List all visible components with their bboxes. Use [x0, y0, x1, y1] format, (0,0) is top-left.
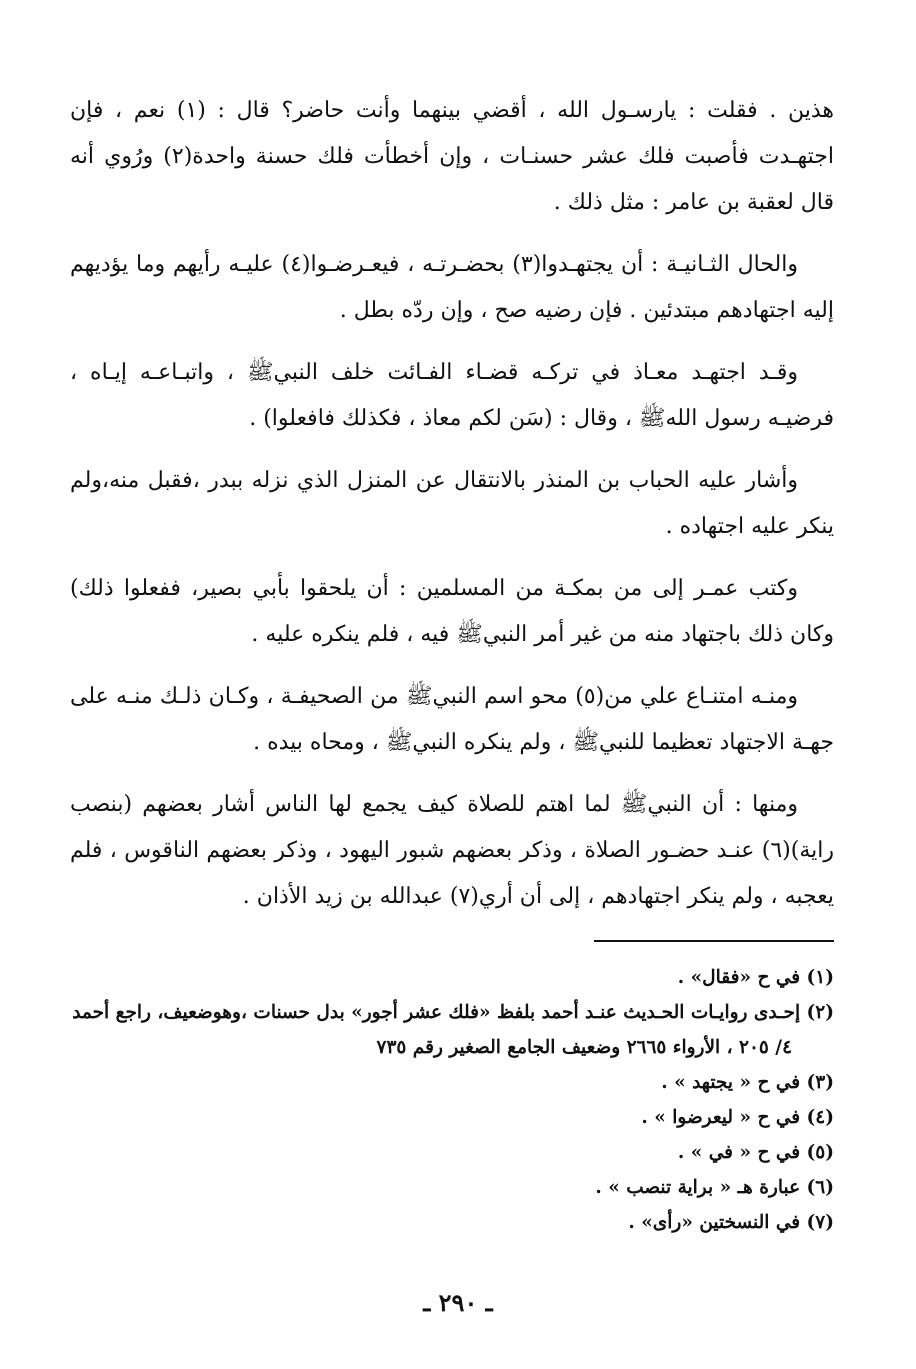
page-number: ـ ٢٩٠ ـ — [423, 1288, 493, 1317]
footnote-3: (٣) في ح « يجتهد » . — [661, 1072, 834, 1093]
footnote-6: (٦) عبارة هـ « براية تنصب » . — [595, 1177, 834, 1198]
paragraph-1: هذين . فقلت : يارسـول الله ، أقضي بينهما وأنت حاضر؟ قال : (١) نعم ، فإن اجتهـدت فأصبت فلك عشر حسنـات ، وإن أخطأت فلك حسنة واحدة(٢) ورُوي أنه قال لعقبة بن عامر : مثل ذلك . — [70, 98, 834, 215]
paragraph-3: وقـد اجتهـد معـاذ في تركـه قضـاء الفـائت خلف النبيﷺ ، واتبـاعـه إيـاه ، فرضيـه رسول اللهﷺ ، وقال : (سَن لكم معاذ ، فكذلك فافعلوا) . — [70, 360, 834, 431]
footnotes — [70, 960, 834, 1240]
footnote-1: (١) في ح «فقال» . — [677, 967, 834, 988]
paragraph-5: وكتب عمـر إلى من بمكـة من المسلمين : أن يلحقوا بأبي بصير، ففعلوا ذلك) وكان ذلك باجتهاد منه من غير أمر النبيﷺ فيه ، فلم ينكره عليه . — [70, 576, 834, 647]
paragraph-7: ومنها : أن النبيﷺ لما اهتم للصلاة كيف يجمع لها الناس أشار بعضهم (بنصب راية)(٦) عنـد حضـور الصلاة ، وذكر بعضهم شبور اليهود ، وذكر بعضهم الناقوس ، فلم يعجبه ، ولم ينكر اجتهادهم ، إلى أن أري(٧) عبدالله بن زيد الأذان . — [70, 792, 834, 909]
paragraph-6: ومنـه امتنـاع علي من(٥) محو اسم النبيﷺ من الصحيفـة ، وكـان ذلـك منـه على جهـة الاجتهاد تعظيما للنبيﷺ ، ولم ينكره النبيﷺ ، ومحاه بيده . — [70, 684, 834, 755]
footnote-2: (٢) إحـدى روايـات الحـديث عنـد أحمد بلفظ «فلك عشر أجور» بدل حسنات ،وهوضعيف، راجع أحمد — [72, 1002, 834, 1023]
footnote-7: (٧) في النسختين «رأى» . — [628, 1212, 834, 1233]
footnote-4: (٤) في ح « ليعرضوا » . — [641, 1107, 834, 1128]
footnote-2-continuation: ٤/ ٢٠٥ ، الأرواء ٢٦٦٥ وضعيف الجامع الصغير رقم ٧٣٥ — [376, 1037, 792, 1058]
footnote-divider — [594, 940, 834, 942]
paragraph-2: والحال الثـانيـة : أن يجتهـدوا(٣) بحضـرتـه ، فيعـرضـوا(٤) عليـه رأيهم وما يؤديهم إليه اجتهادهم مبتدئين . فإن رضيه صح ، وإن ردّه بطل . — [70, 252, 834, 323]
footnote-5: (٥) في ح « في » . — [677, 1142, 834, 1163]
page-body — [70, 88, 834, 1240]
paragraph-4: وأشار عليه الحباب بن المنذر بالانتقال عن المنزل الذي نزله ببدر ،فقبل منه،ولم ينكر عليه اجتهاده . — [70, 468, 834, 539]
